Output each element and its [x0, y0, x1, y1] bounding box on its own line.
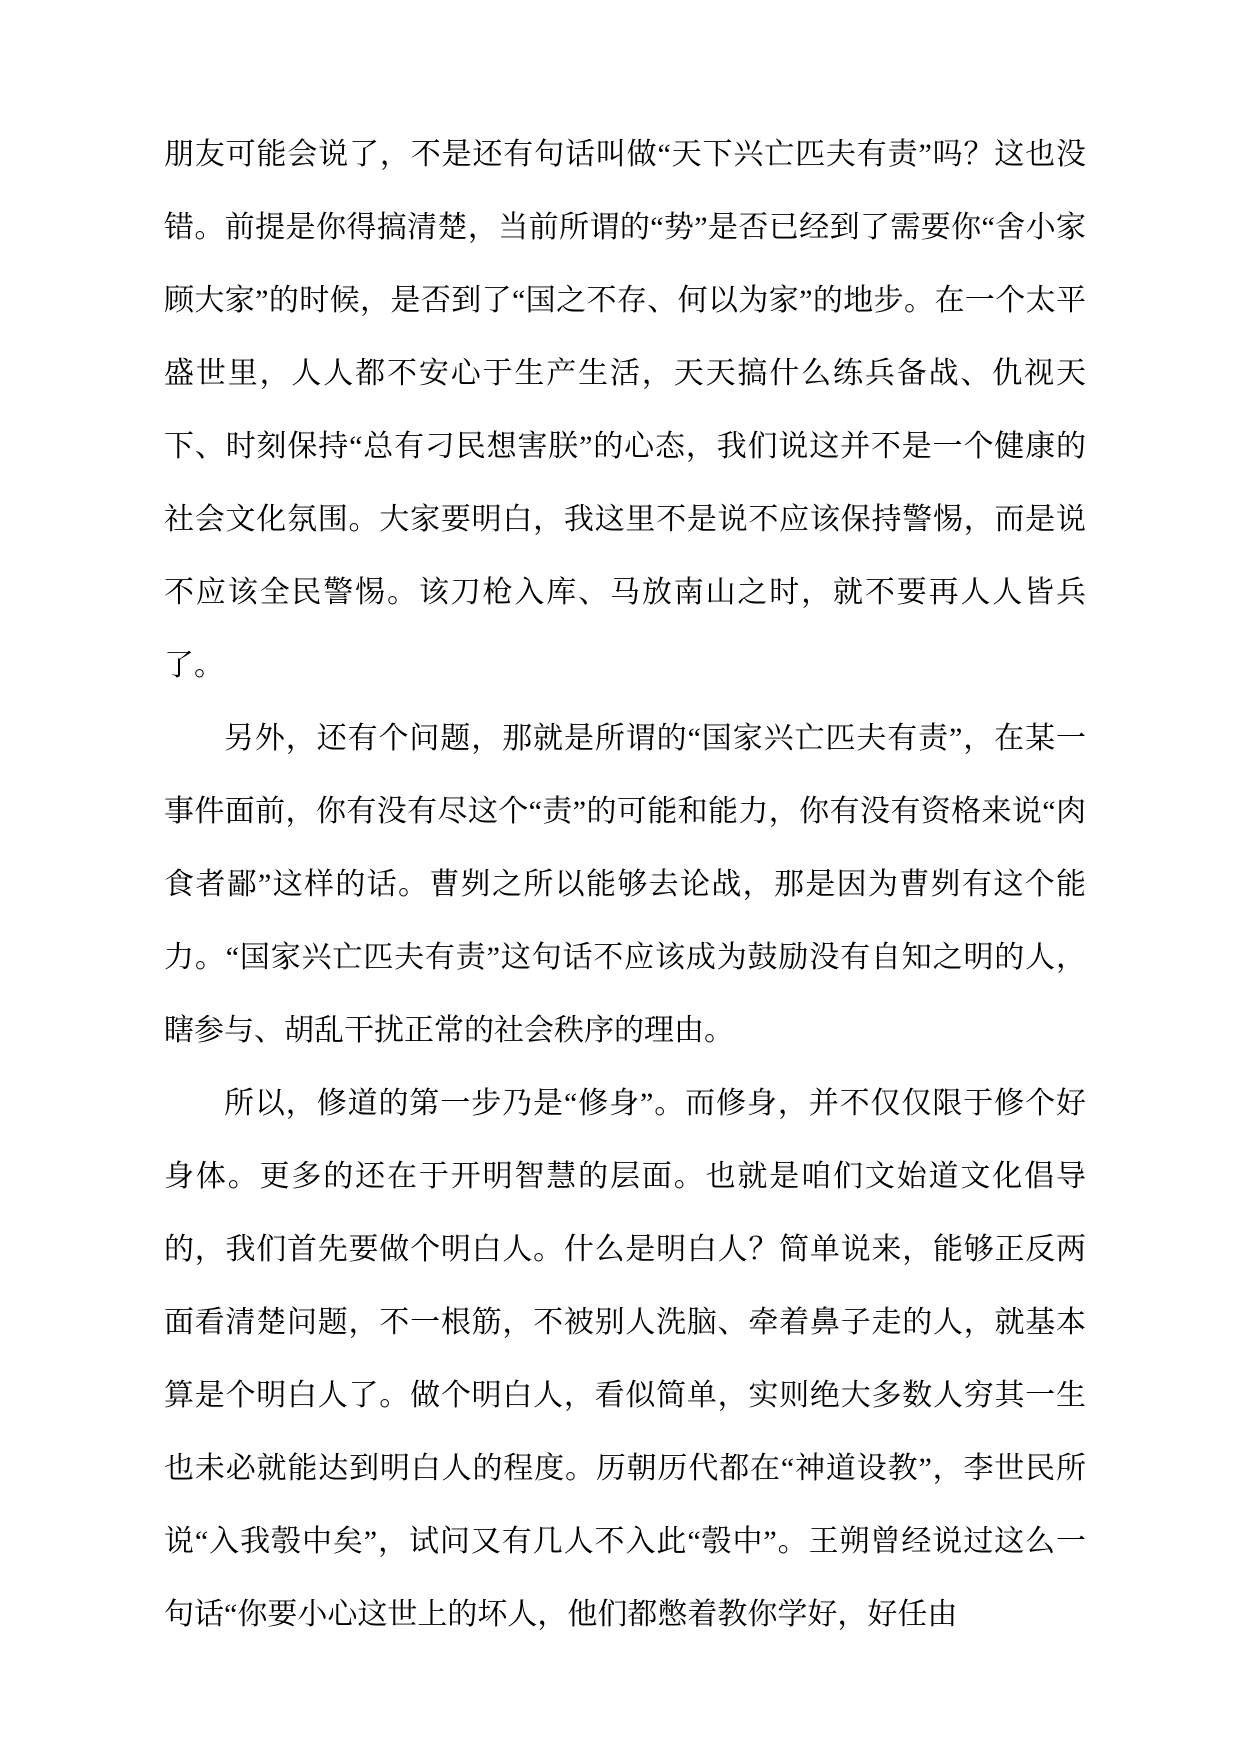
paragraph-3: 所以，修道的第一步乃是“修身”。而修身，并不仅仅限于修个好身体。更多的还在于开明智慧的层面。也就是咱们文始道文化倡导的，我们首先要做个明白人。什么是明白人？简单说来，能够正反两面看清楚问题，不一根筋，不被别人洗脑、牵着鼻子走的人，就基本算是个明白人了。做个明白人，看似简单，实则绝大多数人穷其一生也未必就能达到明白人的程度。历朝历代都在“神道设教”，李世民所说“入我彀中矣”，试问又有几人不入此“彀中”。王朔曾经说过这么一句话“你要小心这世上的坏人，他们都憋着教你学好，好任由 [164, 1087, 1086, 1631]
document-text-block [164, 118, 1086, 1651]
paragraph-2: 另外，还有个问题，那就是所谓的“国家兴亡匹夫有责”，在某一事件面前，你有没有尽这个“责”的可能和能力，你有没有资格来说“肉食者鄙”这样的话。曹刿之所以能够去论战，那是因为曹刿有这个能力。“国家兴亡匹夫有责”这句话不应该成为鼓励没有自知之明的人，瞎参与、胡乱干扰正常的社会秩序的理由。 [164, 722, 1086, 1047]
paragraph-1: 朋友可能会说了，不是还有句话叫做“天下兴亡匹夫有责”吗？这也没错。前提是你得搞清楚，当前所谓的“势”是否已经到了需要你“舍小家顾大家”的时候，是否到了“国之不存、何以为家”的地步。在一个太平盛世里，人人都不安心于生产生活，天天搞什么练兵备战、仇视天下、时刻保持“总有刁民想害朕”的心态，我们说这并不是一个健康的社会文化氛围。大家要明白，我这里不是说不应该保持警惕，而是说不应该全民警惕。该刀枪入库、马放南山之时，就不要再人人皆兵了。 [164, 138, 1086, 682]
